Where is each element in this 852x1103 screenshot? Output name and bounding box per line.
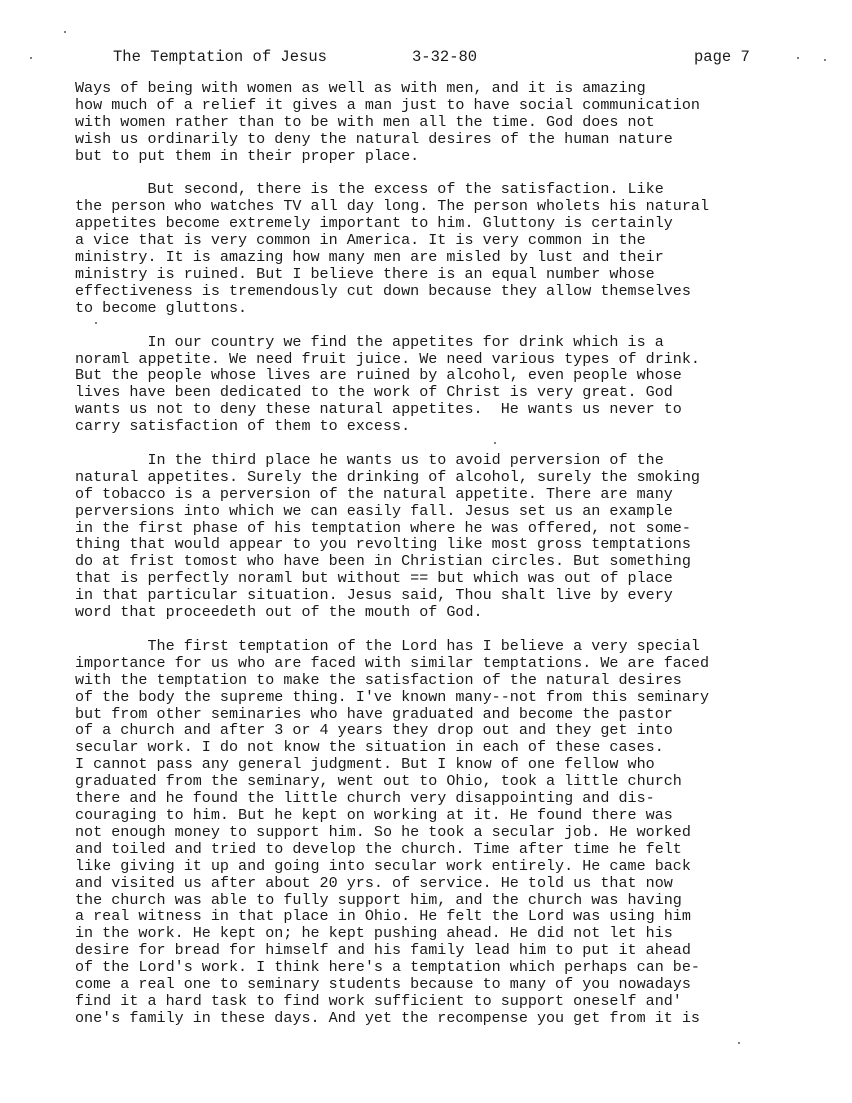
text-line: But the people whose lives are ruined by alcohol, even people whose <box>75 366 682 385</box>
text-line: The first temptation of the Lord has I believe a very special <box>75 636 700 655</box>
text-line: natural appetites. Surely the drinking of alcohol, surely the smoking <box>75 467 700 486</box>
header-title: The Temptation of Jesus <box>113 48 327 66</box>
page-header <box>0 48 852 68</box>
text-line: that is perfectly noraml but without == but which was out of place <box>75 569 673 588</box>
text-line: desire for bread for himself and his family lead him to put it ahead <box>75 941 691 960</box>
text-line: wants us not to deny these natural appetites. He wants us never to <box>75 400 682 419</box>
text-line: noraml appetite. We need fruit juice. We need various types of drink. <box>75 349 700 368</box>
paragraph <box>75 80 845 165</box>
text-line: one's family in these days. And yet the recompense you get from it is <box>75 1008 700 1027</box>
text-line: the church was able to fully support him, and the church was having <box>75 890 682 909</box>
text-line: of tobacco is a perversion of the natural appetite. There are many <box>75 484 673 503</box>
text-line: Ways of being with women as well as with men, and it is amazing <box>75 79 646 97</box>
text-line: but to put them in their proper place. <box>75 146 420 165</box>
paragraph <box>75 452 845 621</box>
text-line: a real witness in that place in Ohio. He felt the Lord was using him <box>75 907 691 926</box>
text-line: of the Lord's work. I think here's a temptation which perhaps can be- <box>75 958 700 977</box>
scan-speck <box>95 322 97 324</box>
text-line: how much of a relief it gives a man just to have social communication <box>75 95 700 114</box>
text-line: of the body the supreme thing. I've known many--not from this seminary <box>75 687 710 706</box>
text-line: find it a hard task to find work sufficient to support oneself and' <box>75 991 682 1010</box>
text-line: but from other seminaries who have graduated and become the pastor <box>75 704 673 723</box>
scan-speck <box>494 442 496 444</box>
text-line: perversions into which we can easily fall. Jesus set us an example <box>75 501 673 520</box>
text-line: in that particular situation. Jesus said, Thou shalt live by every <box>75 586 673 605</box>
text-line: lives have been dedicated to the work of Christ is very great. God <box>75 383 673 402</box>
text-line: like giving it up and going into secular work entirely. He came back <box>75 856 691 875</box>
paragraph <box>75 638 845 1027</box>
text-line: with women rather than to be with men all the time. God does not <box>75 112 655 131</box>
header-code: 3-32-80 <box>412 48 478 66</box>
text-line: do at frist tomost who have been in Christian circles. But something <box>75 552 691 571</box>
text-line: wish us ordinarily to deny the natural desires of the human nature <box>75 129 673 148</box>
text-line: to become gluttons. <box>75 298 248 317</box>
text-line: ministry is ruined. But I believe there is an equal number whose <box>75 264 655 283</box>
text-line: In the third place he wants us to avoid perversion of the <box>75 450 664 469</box>
text-line: In our country we find the appetites for drink which is a <box>75 332 664 351</box>
header-page-number: page 7 <box>694 48 750 66</box>
text-line: But second, there is the excess of the satisfaction. Like <box>75 180 664 199</box>
text-line: ministry. It is amazing how many men are misled by lust and their <box>75 248 664 267</box>
text-line: graduated from the seminary, went out to Ohio, took a little church <box>75 772 682 791</box>
text-line: and visited us after about 20 yrs. of service. He told us that now <box>75 873 673 892</box>
text-line: with the temptation to make the satisfaction of the natural desires <box>75 670 682 689</box>
scan-speck <box>824 59 826 61</box>
text-line: in the work. He kept on; he kept pushing ahead. He did not let his <box>75 924 673 943</box>
text-line: come a real one to seminary students because to many of you nowadays <box>75 975 691 994</box>
scan-speck <box>738 1042 740 1044</box>
text-line: the person who watches TV all day long. The person wholets his natural <box>75 197 710 216</box>
text-line: couraging to him. But he kept on working at it. He found there was <box>75 805 673 824</box>
text-line: appetites become extremely important to him. Gluttony is certainly <box>75 214 673 233</box>
text-line: word that proceedeth out of the mouth of God. <box>75 603 483 622</box>
text-line: I cannot pass any general judgment. But I know of one fellow who <box>75 755 655 774</box>
body-text <box>75 80 845 1027</box>
text-line: of a church and after 3 or 4 years they drop out and they get into <box>75 721 673 740</box>
text-line: and toiled and tried to develop the church. Time after time he felt <box>75 839 682 858</box>
text-line: thing that would appear to you revolting like most gross temptations <box>75 535 691 554</box>
text-line: carry satisfaction of them to excess. <box>75 417 411 436</box>
text-line: secular work. I do not know the situation in each of these cases. <box>75 738 664 757</box>
text-line: there and he found the little church very disappointing and dis- <box>75 789 655 808</box>
scan-speck <box>64 31 66 33</box>
text-line: a vice that is very common in America. It is very common in the <box>75 231 646 250</box>
paragraph <box>75 334 845 435</box>
paragraph <box>75 181 845 316</box>
scan-speck <box>30 57 32 59</box>
scan-speck <box>797 57 799 59</box>
text-line: not enough money to support him. So he took a secular job. He worked <box>75 822 691 841</box>
text-line: effectiveness is tremendously cut down because they allow themselves <box>75 281 691 300</box>
text-line: importance for us who are faced with similar temptations. We are faced <box>75 653 710 672</box>
text-line: in the first phase of his temptation where he was offered, not some- <box>75 518 691 537</box>
